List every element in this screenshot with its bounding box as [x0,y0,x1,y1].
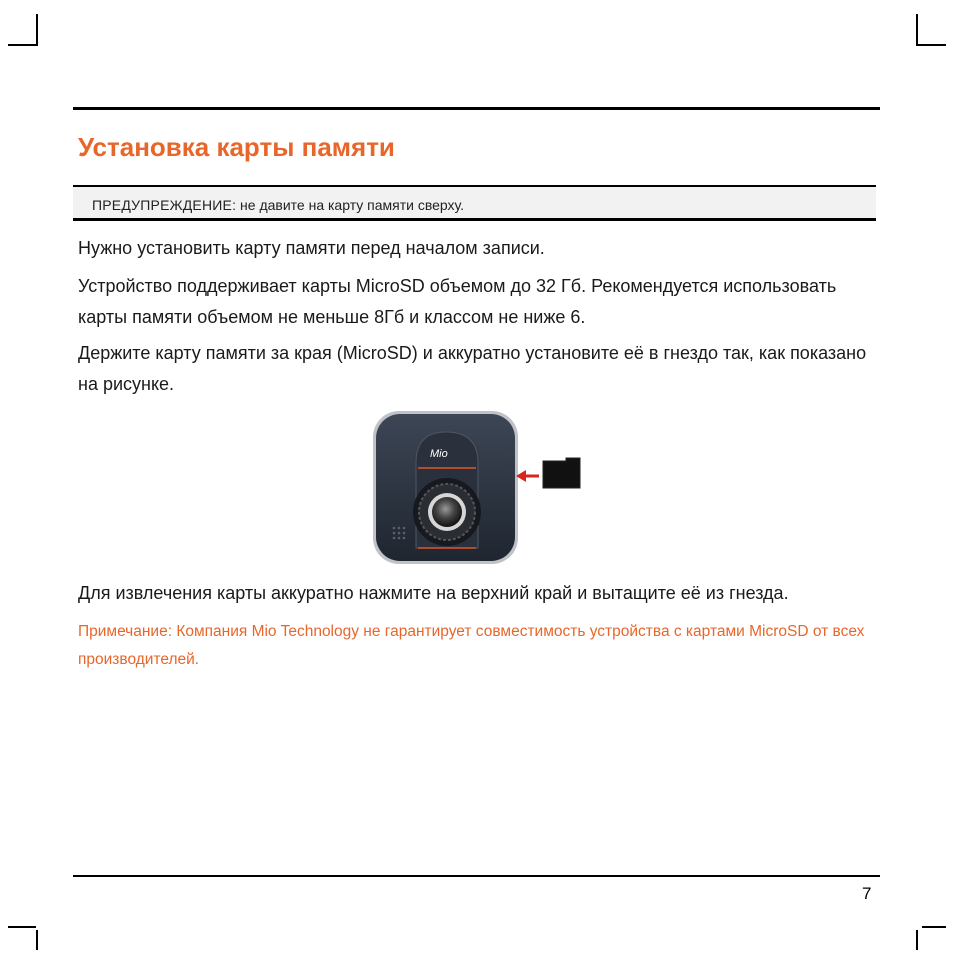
crop-mark-top-left-v [36,14,38,46]
header-rule [73,107,880,110]
note [78,618,878,674]
warning-box [73,185,876,221]
crop-mark-top-right-h [918,44,946,46]
footer-rule [73,875,880,877]
mio-logo: Mio [430,448,448,460]
speaker-grille [393,527,406,540]
crop-mark-top-right-v [916,14,918,46]
crop-mark-top-left-h [8,44,36,46]
warning-text: не давите на карту памяти сверху. [236,197,465,213]
warning-label: ПРЕДУПРЕЖДЕНИЕ: [92,197,237,213]
card-insertion-illustration [370,408,585,566]
paragraph-intro: Нужно установить карту памяти перед началом записи. [78,238,545,258]
insertion-arrow [516,470,539,482]
microsd-card [543,458,580,488]
paragraph-instructions: Держите карту памяти за края (MicroSD) и аккуратно установите её в гнездо так, как показано на рисунке. [78,343,867,394]
crop-mark-bottom-right-h [922,926,946,928]
paragraph-removal: Для извлечения карты аккуратно нажмите на верхний край и вытащите её из гнезда. [78,583,789,603]
paragraph-support: Устройство поддерживает карты MicroSD объемом до 32 Гб. Рекомендуется использовать карты памяти объемом не меньше 8Гб и классом не ниже 6. [78,276,837,327]
section-title: Установка карты памяти [78,132,395,162]
page-number: 7 [862,884,872,903]
camera-lens [413,478,481,546]
crop-mark-bottom-left-v [36,930,38,950]
crop-mark-bottom-left-h [8,926,36,928]
note-label: Примечание: [78,623,173,640]
crop-mark-bottom-right-v [916,930,918,950]
note-text: Компания Mio Technology не гарантирует совместимость устройства с картами MicroSD от всех производителей. [78,623,865,668]
